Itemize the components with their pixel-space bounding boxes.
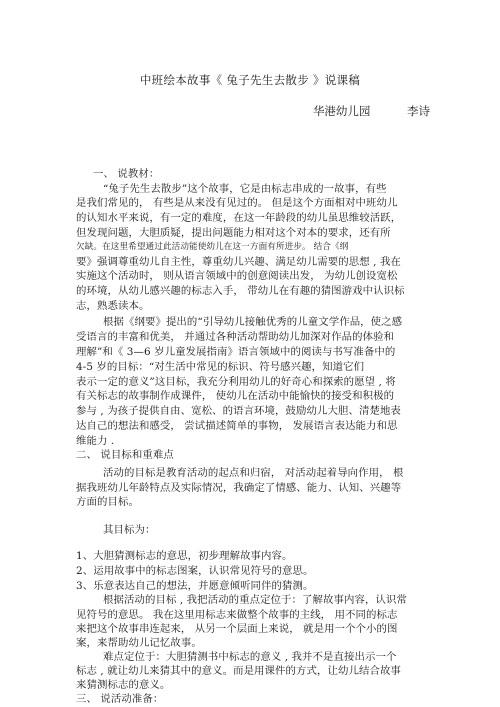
paragraph-line: 活动的目标是教育活动的起点和归宿， 对活动起着导向作用， 根 bbox=[103, 466, 404, 479]
paragraph-line: 受语言的丰富和优美， 并通过各种活动帮助幼儿加深对作品的体验和 bbox=[76, 331, 395, 344]
paragraph-line: 的认知水平来说，有一定的难度，在这一年龄段的幼儿虽思维较活跃， bbox=[76, 212, 402, 225]
section-heading-3: 三、 说活动准备： bbox=[76, 693, 164, 705]
paragraph-line: 是我们常见的， 有些是从来没有见过的。 但是这个方面相对中班幼儿 bbox=[76, 197, 398, 210]
paragraph-line: 来猜测标志的意义。 bbox=[76, 678, 171, 691]
document-title: 中班绘本故事《 兔子先生去散步 》说课稿 bbox=[139, 73, 361, 87]
paragraph-line: 达自己的想法和感受， 尝试描述简单的事物， 发展语言表达能力和思 bbox=[76, 419, 398, 432]
paragraph-line: 来把这个故事串连起来， 从另一个层面上来说， 就是用一个个小的图 bbox=[76, 622, 398, 635]
paragraph-line: 根据活动的目标 , 我把活动的重点定位于：了解故事内容，认识常 bbox=[103, 594, 407, 607]
paragraph-line: 欠缺。在这里希望通过此活动能使幼儿在这一方面有所进步。 结合《纲 bbox=[76, 242, 349, 253]
section-heading-2: 二、 说目标和重难点 bbox=[76, 448, 174, 461]
paragraph-line: 难点定位于：大胆猜测书中标志的意义 , 我并不是直接出示一个 bbox=[103, 650, 397, 663]
paragraph-line: 方面的目标。 bbox=[76, 495, 139, 508]
paragraph-line: 要》强调尊重幼儿自主性，尊重幼儿兴趣、满足幼儿需要的思想 , 我在 bbox=[76, 256, 401, 269]
section-heading-1: 一、 说教材： bbox=[93, 168, 160, 180]
paragraph-line: 实施这个活动时， 则从语言领域中的创意阅读出发， 为幼儿创设宽松 bbox=[76, 270, 398, 283]
goal-item: 2、运用故事中的标志图案，认识常见符号的意思。 bbox=[76, 565, 314, 578]
paragraph-line: 案，来帮助幼儿记忆故事。 bbox=[76, 636, 202, 649]
paragraph-line: 标志 , 就让幼儿来猜其中的意义。而是用课件的方式，让幼儿结合故事 bbox=[76, 664, 401, 677]
paragraph-line: 的环境，从幼儿感兴趣的标志入手， 带幼儿在有趣的猜图游戏中认识标 bbox=[76, 285, 405, 298]
paragraph-line: 见符号的意思。 我在这里用标志来做整个故事的主线， 用不同的标志 bbox=[76, 608, 398, 621]
paragraph-line: “兔子先生去散步”这个故事，它是由标志串成的一故事，有些 bbox=[103, 183, 387, 195]
goal-item: 1、大胆猜测标志的意思，初步理解故事内容。 bbox=[76, 550, 293, 563]
goal-item: 3、乐意表达自己的想法，并愿意倾听同伴的猜测。 bbox=[76, 580, 314, 593]
document-author: 华港幼儿园 李诗 bbox=[312, 104, 430, 118]
paragraph-line: 据我班幼儿年龄特点及实际情况，我确定了情感、能力、认知、兴趣等 bbox=[76, 481, 402, 494]
paragraph-line: 维能力 . bbox=[76, 434, 115, 447]
goals-heading: 其目标为： bbox=[103, 523, 156, 536]
paragraph-line: 理解”和《 3—6 岁儿童发展指南》语言领域中的阅读与书写准备中的 bbox=[76, 346, 396, 359]
paragraph-line: 参与 , 为孩子提供自由、宽松、的语言环境，鼓励幼儿大胆、清楚地表 bbox=[76, 404, 401, 417]
paragraph-line: 根据《纲要》提出的“引导幼儿接触优秀的儿童文学作品，使之感 bbox=[103, 316, 403, 329]
paragraph-line: 但发现问题，大胆质疑，提出问题能力相对这个对本的要求，还有所 bbox=[76, 227, 391, 240]
paragraph-line: 4-5 岁的目标：“对生活中常见的标识、符号感兴趣，知道它们 bbox=[76, 360, 365, 373]
paragraph-line: 志，熟悉读本。 bbox=[76, 300, 150, 313]
paragraph-line: 有关标志的故事制作成课件， 使幼儿在活动中能愉快的接受和积极的 bbox=[76, 389, 395, 402]
paragraph-line: 表示一定的意义”这目标，我充分利用幼儿的好奇心和探索的愿望 , 将 bbox=[76, 375, 396, 388]
